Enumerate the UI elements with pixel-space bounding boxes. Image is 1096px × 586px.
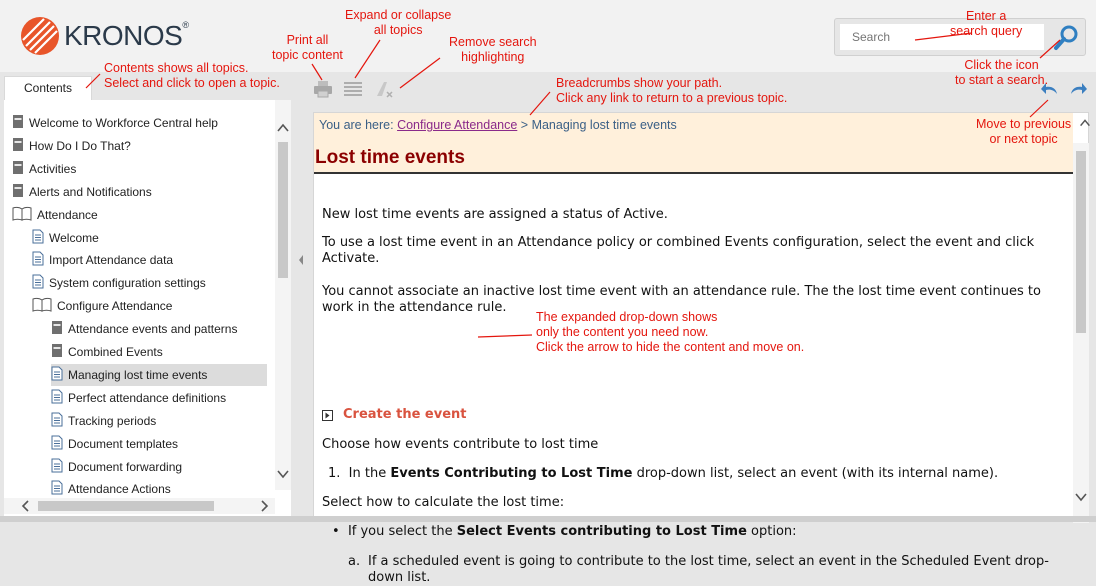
search-icon bbox=[1051, 23, 1081, 53]
bullet-text-end: option: bbox=[746, 524, 797, 539]
callout-enter-query: Enter a search query bbox=[950, 9, 1023, 38]
callout-click-icon: Click the icon to start a search. bbox=[955, 58, 1049, 87]
eraser-icon bbox=[373, 78, 395, 100]
page-icon bbox=[32, 229, 44, 247]
breadcrumb-separator: > bbox=[517, 118, 532, 132]
callout-expand: Expand or collapse all topics bbox=[345, 8, 452, 37]
toc-item-label: System configuration settings bbox=[49, 276, 206, 291]
callout-contents: Contents shows all topics. Select and click to open a topic. bbox=[104, 61, 280, 90]
toc-item[interactable] bbox=[51, 318, 267, 340]
book-closed-icon bbox=[12, 114, 24, 132]
callout-dropdown: The expanded drop-down shows only the content you need now. Click the arrow to hide the content and move on. bbox=[536, 310, 805, 354]
breadcrumb-prefix: You are here: bbox=[319, 118, 398, 132]
step-number: 1. bbox=[328, 466, 341, 481]
toc-item-label: Attendance events and patterns bbox=[68, 322, 238, 337]
callout-print: Print all topic content bbox=[272, 33, 343, 62]
paragraph: Select how to calculate the lost time: bbox=[322, 495, 565, 510]
toc-item-label: How Do I Do That? bbox=[29, 138, 131, 153]
step-text: In the bbox=[348, 466, 391, 481]
content-vertical-scrollbar[interactable] bbox=[1073, 143, 1089, 523]
page-icon bbox=[51, 435, 63, 453]
topic-header bbox=[314, 113, 1073, 174]
chevron-up-icon[interactable] bbox=[1078, 116, 1092, 130]
toc-item[interactable] bbox=[12, 158, 267, 180]
next-topic-button[interactable] bbox=[1068, 80, 1088, 100]
page-icon bbox=[32, 274, 44, 292]
sub-text: If a scheduled event is going to contribute to the lost time, select an event in the Scheduled Event drop-down list. bbox=[368, 554, 1049, 585]
bullet-text: If you select the bbox=[347, 524, 457, 539]
breadcrumb-link-configure-attendance[interactable]: Configure Attendance bbox=[397, 118, 518, 132]
toc-item-label: Attendance Actions bbox=[68, 482, 171, 497]
print-button[interactable] bbox=[312, 78, 336, 100]
kronos-wordmark: KRONOS® bbox=[64, 20, 189, 51]
toc-item[interactable] bbox=[32, 295, 267, 317]
toc-item-label: Perfect attendance definitions bbox=[68, 390, 227, 405]
toc-item-label: Managing lost time events bbox=[68, 367, 208, 382]
expand-collapse-all-button[interactable] bbox=[342, 78, 366, 100]
dropdown-label[interactable]: Create the event bbox=[343, 407, 467, 422]
content-scroll-thumb[interactable] bbox=[1076, 151, 1086, 333]
toc-item-label: Tracking periods bbox=[68, 413, 157, 428]
page-icon bbox=[32, 251, 44, 269]
printer-icon bbox=[312, 78, 334, 100]
breadcrumb bbox=[319, 118, 677, 132]
paragraph: To use a lost time event in an Attendance policy or combined Events configuration, select the event and click Activate. bbox=[322, 235, 1035, 266]
remove-highlight-button[interactable] bbox=[373, 78, 397, 100]
arrow-forward-icon bbox=[1068, 80, 1088, 100]
bottom-strip bbox=[0, 516, 1096, 522]
toc-item[interactable] bbox=[51, 410, 267, 432]
toc-horizontal-scrollbar[interactable] bbox=[4, 498, 275, 514]
tab-contents[interactable]: Contents bbox=[4, 76, 92, 100]
toc-item[interactable] bbox=[51, 456, 267, 478]
toc-item[interactable] bbox=[32, 272, 267, 294]
book-open-icon bbox=[12, 206, 32, 224]
toc-item-label: Attendance bbox=[37, 207, 98, 222]
toc-item[interactable] bbox=[12, 181, 267, 203]
kronos-logo-mark-icon bbox=[20, 16, 60, 56]
page-title: Lost time events bbox=[315, 147, 465, 168]
toc-panel bbox=[4, 100, 291, 522]
toc-item-label: Alerts and Notifications bbox=[29, 184, 152, 199]
toc-item-label: Activities bbox=[29, 161, 77, 176]
book-closed-icon bbox=[12, 137, 24, 155]
toc-item[interactable] bbox=[32, 227, 267, 249]
toc-item[interactable] bbox=[12, 204, 267, 226]
toc-item[interactable] bbox=[51, 387, 267, 409]
chevron-up-icon[interactable] bbox=[275, 120, 291, 136]
toc-item-label: Import Attendance data bbox=[49, 253, 174, 268]
callout-remove-search: Remove search highlighting bbox=[449, 35, 537, 64]
callout-prev-next: Move to previous or next topic bbox=[976, 117, 1072, 146]
bullet-bold-text: Select Events contributing to Lost Time bbox=[456, 524, 747, 539]
page-icon bbox=[51, 412, 63, 430]
toc-item-label: Combined Events bbox=[68, 345, 163, 359]
pane-splitter[interactable] bbox=[296, 100, 306, 522]
book-closed-icon bbox=[12, 160, 24, 178]
book-closed-icon bbox=[51, 320, 63, 338]
expand-arrow-icon[interactable] bbox=[322, 410, 333, 421]
step-text-end: drop-down list, select an event (with its internal name). bbox=[632, 466, 999, 481]
toc-item-label: Document forwarding bbox=[68, 459, 183, 474]
toc-item-label: Welcome to Workforce Central help bbox=[29, 116, 218, 130]
list-item-bullet: • If you select the Select Events contributing to Lost Time option: bbox=[332, 524, 797, 539]
chevron-right-icon[interactable] bbox=[256, 498, 272, 514]
page-icon bbox=[51, 480, 63, 498]
step-bold-text: Events Contributing to Lost Time bbox=[390, 466, 633, 481]
chevron-left-icon[interactable] bbox=[18, 498, 34, 514]
toc-item[interactable] bbox=[12, 112, 267, 134]
sub-letter: a. bbox=[348, 554, 361, 569]
callout-breadcrumbs: Breadcrumbs show your path. Click any link to return to a previous topic. bbox=[556, 76, 788, 105]
search-button[interactable] bbox=[1051, 23, 1081, 53]
toc-item[interactable] bbox=[32, 249, 267, 271]
list-icon bbox=[342, 78, 364, 100]
toc-vertical-scrollbar[interactable] bbox=[275, 100, 291, 490]
toc-item[interactable] bbox=[51, 341, 267, 363]
toc-item[interactable] bbox=[51, 433, 267, 455]
toc-item-label: Configure Attendance bbox=[57, 299, 173, 314]
book-closed-icon bbox=[51, 343, 63, 361]
list-item-sub-a bbox=[348, 554, 1064, 586]
list-item-step-1 bbox=[328, 466, 1073, 482]
book-closed-icon bbox=[12, 183, 24, 201]
toc-item[interactable] bbox=[12, 135, 267, 157]
page-icon bbox=[51, 458, 63, 476]
kronos-logo bbox=[20, 14, 189, 58]
toc-item-label: Document templates bbox=[68, 436, 179, 451]
dropdown-toggle-create-event[interactable] bbox=[322, 407, 467, 423]
paragraph: You cannot associate an inactive lost time event with an attendance rule. The the lost time event continues to work in the attendance rule. bbox=[322, 284, 1041, 315]
breadcrumb-current: Managing lost time events bbox=[531, 118, 677, 132]
chevron-down-icon[interactable] bbox=[275, 466, 291, 482]
toc-hscroll-thumb[interactable] bbox=[38, 501, 214, 511]
collapse-left-icon[interactable] bbox=[297, 250, 305, 270]
paragraph: New lost time events are assigned a status of Active. bbox=[322, 207, 668, 222]
page-icon bbox=[51, 366, 63, 384]
toc-scroll-thumb[interactable] bbox=[278, 142, 288, 278]
chevron-down-icon[interactable] bbox=[1073, 489, 1089, 505]
page-icon bbox=[51, 389, 63, 407]
paragraph: Choose how events contribute to lost time bbox=[322, 437, 599, 452]
toc-item[interactable] bbox=[51, 364, 267, 386]
book-open-icon bbox=[32, 297, 52, 315]
toc-item-label: Welcome bbox=[49, 230, 99, 245]
